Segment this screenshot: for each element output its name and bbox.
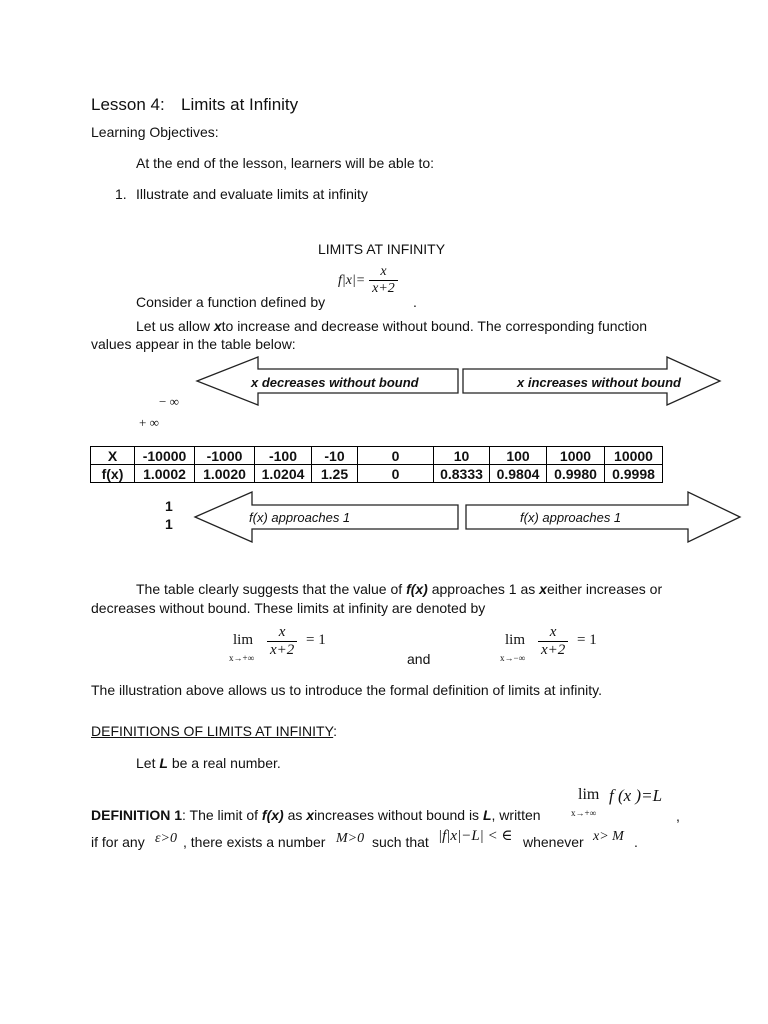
left-arrow-var: x — [251, 375, 259, 390]
limit-2-equals: = 1 — [577, 632, 597, 648]
one-label-b: 1 — [165, 516, 173, 532]
table-cell: 0.9804 — [490, 465, 547, 483]
def-limit-expression: f (x )=L — [609, 786, 663, 805]
table-cell: 10000 — [605, 447, 663, 465]
function-denominator: x+2 — [372, 281, 395, 296]
left-bottom-arrow-label: f(x) approaches 1 — [249, 510, 351, 525]
discussion-line-2: decreases without bound. These limits at infinity are denoted by — [91, 600, 486, 616]
condition-text-c: such that — [372, 834, 429, 850]
lesson-label: Lesson 4: — [91, 95, 165, 114]
let-L-var: L — [159, 755, 168, 771]
let-L-text-a: Let — [136, 755, 156, 771]
table-cell: 10 — [434, 447, 490, 465]
right-arrow-text: increases without bound — [524, 375, 681, 390]
let-var-x: x — [213, 318, 222, 334]
let-L-line — [136, 755, 281, 771]
table-cell: -1000 — [195, 447, 255, 465]
right-bottom-arrow-label: f(x) approaches 1 — [520, 510, 622, 525]
table-cell: -100 — [255, 447, 312, 465]
limit-1-fraction — [267, 624, 297, 659]
table-cell: f(x) — [91, 465, 135, 483]
table-row-x — [91, 447, 663, 465]
table-cell: 1.0204 — [255, 465, 312, 483]
limit-2-fraction — [538, 624, 568, 659]
discussion-x: x — [539, 581, 547, 597]
definitions-heading — [91, 723, 337, 739]
condition-x-M: x> M — [593, 829, 624, 844]
limit-1-equals: = 1 — [306, 632, 326, 648]
values-table — [90, 446, 663, 483]
condition-text-d: whenever — [523, 834, 584, 850]
condition-period: . — [634, 834, 638, 850]
definitions-heading-colon: : — [333, 723, 338, 739]
limit-2-numerator: x — [538, 624, 568, 642]
left-arrow-label — [251, 375, 419, 390]
limit-1-subscript: x→+∞ — [229, 653, 254, 663]
table-cell: 1.25 — [312, 465, 358, 483]
let-text-b: to increase and decrease without bound. The corresponding function — [221, 318, 648, 334]
consider-text: Consider a function defined by — [136, 294, 326, 310]
table-cell: 1.0020 — [195, 465, 255, 483]
definition-1-line — [91, 807, 541, 823]
function-period: . — [413, 294, 417, 310]
table-cell: 100 — [490, 447, 547, 465]
discussion-fx: f(x) — [406, 581, 428, 597]
table-cell: 0.9980 — [547, 465, 605, 483]
objectives-intro: At the end of the lesson, learners will be able to: — [136, 155, 435, 171]
negative-infinity: − ∞ — [159, 394, 179, 409]
table-cell: 0 — [358, 465, 434, 483]
function-lhs: f|x|= — [338, 273, 366, 289]
one-label-a: 1 — [165, 498, 173, 514]
objective-number: 1. — [115, 186, 127, 202]
table-row-fx — [91, 465, 663, 483]
limit-2-denominator: x+2 — [541, 642, 566, 658]
condition-text-a: if for any — [91, 834, 145, 850]
objectives-heading: Learning Objectives: — [91, 124, 219, 140]
condition-absolute: |f|x|−L| < ∈ — [438, 828, 513, 844]
definition-1-text-d: , written — [491, 807, 541, 823]
definition-1-label: DEFINITION 1 — [91, 807, 183, 823]
positive-infinity: + ∞ — [139, 415, 159, 430]
definition-1-L: L — [482, 807, 492, 823]
let-L-text-b: be a real number. — [171, 755, 281, 771]
definition-1-text-c: increases without bound is — [314, 807, 480, 823]
function-numerator: x — [369, 264, 398, 281]
condition-text-b: , there exists a number — [183, 834, 326, 850]
and-word: and — [407, 651, 431, 667]
definitions-heading-text: DEFINITIONS OF LIMITS AT INFINITY — [91, 723, 334, 739]
def-limit-subscript: x→+∞ — [571, 808, 596, 818]
table-cell: 0.8333 — [434, 465, 490, 483]
let-line-2: values appear in the table below: — [91, 336, 296, 352]
limit-1-numerator: x — [267, 624, 297, 642]
def-limit-word: lim — [578, 786, 600, 803]
table-cell: -10000 — [135, 447, 195, 465]
limit-1-word: lim — [233, 632, 254, 648]
right-arrow-label — [517, 375, 681, 390]
left-arrow-text: decreases without bound — [258, 375, 419, 390]
discussion-text-b: approaches 1 as — [431, 581, 536, 597]
limit-1-denominator: x+2 — [270, 642, 295, 658]
definition-1-comma: , — [676, 808, 680, 824]
limit-2-subscript: x→−∞ — [500, 653, 525, 663]
table-cell: 1000 — [547, 447, 605, 465]
formal-intro: The illustration above allows us to introduce the formal definition of limits at infinity. — [91, 682, 602, 698]
lesson-title: Limits at Infinity — [181, 95, 299, 114]
table-cell: X — [91, 447, 135, 465]
discussion-line-1 — [136, 581, 662, 597]
objective-text: Illustrate and evaluate limits at infinity — [136, 186, 368, 202]
definition-1-text-b: as — [287, 807, 303, 823]
table-cell: 0.9998 — [605, 465, 663, 483]
let-text-a: Let us allow — [136, 318, 210, 334]
discussion-text-c: either increases or — [546, 581, 663, 597]
condition-epsilon: ε>0 — [155, 831, 177, 846]
definition-1-fx: f(x) — [261, 807, 284, 823]
limit-2-word: lim — [505, 632, 526, 648]
table-cell: 1.0002 — [135, 465, 195, 483]
section-title: LIMITS AT INFINITY — [318, 241, 446, 257]
condition-M: M>0 — [336, 831, 365, 846]
definition-1-text-a: : The limit of — [182, 807, 259, 823]
discussion-text-a: The table clearly suggests that the value of — [136, 581, 403, 597]
definition-1-x: x — [306, 807, 315, 823]
table-cell: -10 — [312, 447, 358, 465]
table-cell: 0 — [358, 447, 434, 465]
right-arrow-var: x — [517, 375, 525, 390]
